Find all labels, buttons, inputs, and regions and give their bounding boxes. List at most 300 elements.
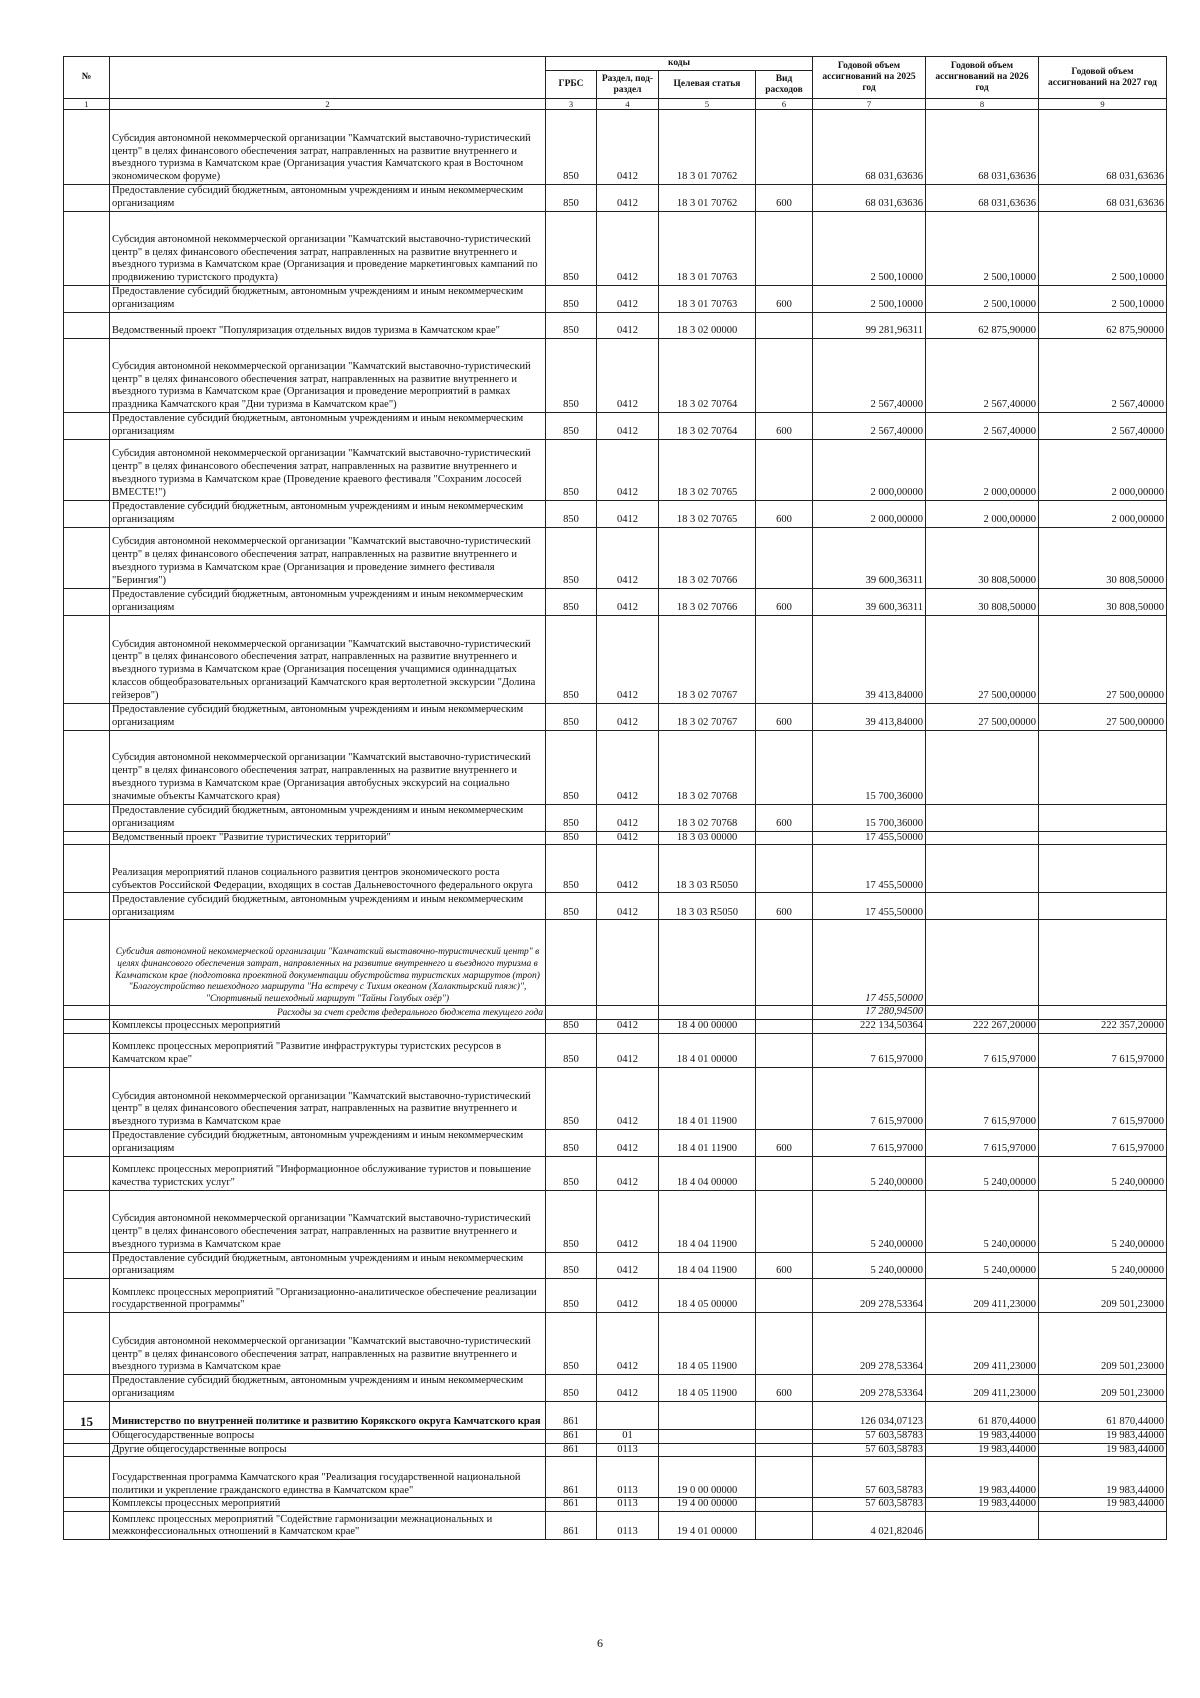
col-number: 4 (597, 99, 659, 110)
row-amount-2027: 7 615,97000 (1039, 1067, 1167, 1129)
row-number (64, 703, 110, 730)
row-amount-2027: 19 983,44000 (1039, 1429, 1167, 1443)
row-amount-2027: 5 240,00000 (1039, 1252, 1167, 1279)
row-grbs: 861 (546, 1401, 597, 1429)
row-amount-2027: 30 808,50000 (1039, 527, 1167, 588)
row-grbs: 861 (546, 1498, 597, 1512)
row-tselevaya-statya: 18 3 01 70762 (659, 185, 756, 212)
row-razdel (597, 1006, 659, 1020)
row-amount-2025: 7 615,97000 (813, 1129, 926, 1156)
row-tselevaya-statya: 18 3 01 70762 (659, 110, 756, 185)
row-amount-2027: 222 357,20000 (1039, 1020, 1167, 1034)
row-name: Субсидия автономной некоммерческой организации "Камчатский выставочно-туристический центр" в целях финансового обеспечения затрат, направленных на развитие внутреннего и въездного туризма в Камчатском крае (Организация и проведение маркетинговых кампаний по продвижению туристского продукта) (110, 212, 546, 286)
row-amount-2027 (1039, 920, 1167, 1006)
row-grbs (546, 920, 597, 1006)
row-grbs: 850 (546, 212, 597, 286)
row-amount-2026: 209 411,23000 (926, 1313, 1039, 1375)
row-vid-raskhodov (756, 110, 813, 185)
row-tselevaya-statya: 18 4 01 11900 (659, 1067, 756, 1129)
header-2027: Годовой объем ассигнований на 2027 год (1039, 57, 1167, 99)
row-amount-2025: 209 278,53364 (813, 1375, 926, 1402)
page-number: 6 (597, 1636, 603, 1650)
row-razdel: 0412 (597, 1067, 659, 1129)
row-amount-2026 (926, 831, 1039, 845)
row-number (64, 615, 110, 703)
row-grbs: 861 (546, 1512, 597, 1540)
row-amount-2025: 7 615,97000 (813, 1067, 926, 1129)
row-amount-2025: 15 700,36000 (813, 730, 926, 804)
row-tselevaya-statya (659, 1429, 756, 1443)
row-grbs: 850 (546, 1129, 597, 1156)
row-name: Ведомственный проект "Популяризация отдельных видов туризма в Камчатском крае" (110, 313, 546, 339)
row-grbs: 850 (546, 1279, 597, 1313)
row-grbs: 861 (546, 1457, 597, 1498)
row-name: Субсидия автономной некоммерческой организации "Камчатский выставочно-туристический центр" в целях финансового обеспечения затрат, направленных на развитие внутреннего и въездного туризма в Камчатском крае (110, 1313, 546, 1375)
row-amount-2025: 57 603,58783 (813, 1429, 926, 1443)
table-row (64, 185, 1167, 212)
row-vid-raskhodov (756, 439, 813, 500)
table-row (64, 920, 1167, 1006)
row-number (64, 831, 110, 845)
row-name: Субсидия автономной некоммерческой организации "Камчатский выставочно-туристический центр" в целях финансового обеспечения затрат, направленных на развитие внутреннего и въездного туризма в Камчатском крае (подготовка проектной документации обустройства туристских маршрутов (троп) "Благоустройство пешеходного маршрута "На встречу с Тихим океаном (Халактырский пляж)", "Спортивный пешеходный маршрут "Тайны Голубых озёр") (110, 920, 546, 1006)
table-row (64, 212, 1167, 286)
row-amount-2025: 5 240,00000 (813, 1252, 926, 1279)
row-number (64, 920, 110, 1006)
col-number: 5 (659, 99, 756, 110)
row-amount-2025: 15 700,36000 (813, 804, 926, 831)
row-vid-raskhodov (756, 1512, 813, 1540)
row-razdel: 0412 (597, 1020, 659, 1034)
row-amount-2027 (1039, 804, 1167, 831)
row-tselevaya-statya: 18 3 02 70765 (659, 439, 756, 500)
row-amount-2025: 99 281,96311 (813, 313, 926, 339)
row-amount-2026: 5 240,00000 (926, 1156, 1039, 1190)
row-amount-2027: 27 500,00000 (1039, 615, 1167, 703)
header-codes: коды (546, 57, 813, 71)
row-razdel: 0113 (597, 1498, 659, 1512)
row-amount-2025: 2 500,10000 (813, 212, 926, 286)
row-amount-2025: 68 031,63636 (813, 185, 926, 212)
table-row (64, 439, 1167, 500)
row-amount-2026: 2 000,00000 (926, 439, 1039, 500)
row-amount-2026: 19 983,44000 (926, 1498, 1039, 1512)
row-vid-raskhodov (756, 1443, 813, 1457)
row-tselevaya-statya: 18 4 04 11900 (659, 1190, 756, 1252)
row-number (64, 313, 110, 339)
row-amount-2027 (1039, 831, 1167, 845)
row-amount-2027 (1039, 1512, 1167, 1540)
row-number (64, 1129, 110, 1156)
table-row (64, 1443, 1167, 1457)
row-amount-2027: 5 240,00000 (1039, 1156, 1167, 1190)
row-tselevaya-statya: 18 4 01 00000 (659, 1033, 756, 1067)
row-razdel: 0412 (597, 1375, 659, 1402)
table-row (64, 339, 1167, 413)
row-amount-2026: 68 031,63636 (926, 185, 1039, 212)
row-amount-2026: 2 567,40000 (926, 413, 1039, 440)
row-number (64, 212, 110, 286)
row-amount-2027: 61 870,44000 (1039, 1401, 1167, 1429)
table-row (64, 1006, 1167, 1020)
row-grbs: 850 (546, 804, 597, 831)
col-number: 9 (1039, 99, 1167, 110)
col-number: 8 (926, 99, 1039, 110)
row-amount-2026 (926, 845, 1039, 893)
table-row (64, 893, 1167, 920)
row-amount-2026 (926, 804, 1039, 831)
header-row-top (64, 57, 1167, 71)
row-amount-2026: 7 615,97000 (926, 1067, 1039, 1129)
row-name: Комплексы процессных мероприятий (110, 1498, 546, 1512)
table-row (64, 1498, 1167, 1512)
row-amount-2026: 5 240,00000 (926, 1252, 1039, 1279)
table-row (64, 588, 1167, 615)
row-razdel (597, 920, 659, 1006)
row-grbs: 850 (546, 615, 597, 703)
table-row (64, 1129, 1167, 1156)
row-amount-2027 (1039, 845, 1167, 893)
row-number (64, 1006, 110, 1020)
row-amount-2026: 30 808,50000 (926, 588, 1039, 615)
row-amount-2027: 5 240,00000 (1039, 1190, 1167, 1252)
row-number (64, 1313, 110, 1375)
row-razdel: 0412 (597, 286, 659, 313)
row-vid-raskhodov (756, 212, 813, 286)
row-name: Предоставление субсидий бюджетным, автономным учреждениям и иным некоммерческим организациям (110, 804, 546, 831)
row-tselevaya-statya: 18 4 05 11900 (659, 1375, 756, 1402)
header-number: № (64, 57, 110, 99)
row-name: Расходы за счет средств федерального бюджета текущего года (110, 1006, 546, 1020)
row-tselevaya-statya: 18 3 03 R5050 (659, 845, 756, 893)
row-vid-raskhodov (756, 1020, 813, 1034)
row-razdel: 0412 (597, 1279, 659, 1313)
table-row (64, 615, 1167, 703)
row-tselevaya-statya: 18 4 05 00000 (659, 1279, 756, 1313)
row-vid-raskhodov (756, 831, 813, 845)
row-name: Субсидия автономной некоммерческой организации "Камчатский выставочно-туристический центр" в целях финансового обеспечения затрат, направленных на развитие внутреннего и въездного туризма в Камчатском крае (Организация посещения учащимися одиннадцатых классов общеобразовательных организаций Камчатского края вертолетной экскурсии "Долина гейзеров") (110, 615, 546, 703)
row-tselevaya-statya (659, 1401, 756, 1429)
row-amount-2026: 7 615,97000 (926, 1129, 1039, 1156)
row-tselevaya-statya: 18 3 02 70767 (659, 703, 756, 730)
row-amount-2027: 7 615,97000 (1039, 1033, 1167, 1067)
row-grbs: 850 (546, 730, 597, 804)
row-amount-2026: 19 983,44000 (926, 1457, 1039, 1498)
row-vid-raskhodov (756, 527, 813, 588)
header-2026: Годовой объем ассигнований на 2026 год (926, 57, 1039, 99)
table-row (64, 703, 1167, 730)
row-vid-raskhodov: 600 (756, 185, 813, 212)
row-amount-2025: 126 034,07123 (813, 1401, 926, 1429)
header-vid: Вид расходов (756, 71, 813, 99)
row-name: Комплекс процессных мероприятий "Информационное обслуживание туристов и повышение качества туристских услуг" (110, 1156, 546, 1190)
row-razdel: 0113 (597, 1457, 659, 1498)
row-vid-raskhodov (756, 615, 813, 703)
row-vid-raskhodov: 600 (756, 413, 813, 440)
row-amount-2025: 57 603,58783 (813, 1443, 926, 1457)
row-amount-2026: 19 983,44000 (926, 1443, 1039, 1457)
row-name: Предоставление субсидий бюджетным, автономным учреждениям и иным некоммерческим организациям (110, 1129, 546, 1156)
row-grbs: 850 (546, 1067, 597, 1129)
row-amount-2026 (926, 730, 1039, 804)
table-row (64, 730, 1167, 804)
row-name: Предоставление субсидий бюджетным, автономным учреждениям и иным некоммерческим организациям (110, 703, 546, 730)
row-number (64, 1429, 110, 1443)
row-amount-2027: 2 567,40000 (1039, 339, 1167, 413)
row-tselevaya-statya: 18 3 01 70763 (659, 286, 756, 313)
row-amount-2025: 17 455,50000 (813, 920, 926, 1006)
row-amount-2027: 68 031,63636 (1039, 110, 1167, 185)
row-vid-raskhodov (756, 1457, 813, 1498)
row-vid-raskhodov (756, 920, 813, 1006)
table-row (64, 1279, 1167, 1313)
row-number (64, 1067, 110, 1129)
row-number (64, 1457, 110, 1498)
row-vid-raskhodov: 600 (756, 804, 813, 831)
table-row (64, 1190, 1167, 1252)
row-amount-2026: 5 240,00000 (926, 1190, 1039, 1252)
row-amount-2025: 17 455,50000 (813, 893, 926, 920)
row-grbs: 850 (546, 1252, 597, 1279)
row-amount-2025: 2 567,40000 (813, 339, 926, 413)
row-amount-2026: 19 983,44000 (926, 1429, 1039, 1443)
row-amount-2025: 17 280,94500 (813, 1006, 926, 1020)
row-amount-2025: 39 600,36311 (813, 588, 926, 615)
row-vid-raskhodov: 600 (756, 1129, 813, 1156)
row-amount-2026: 7 615,97000 (926, 1033, 1039, 1067)
row-number (64, 1498, 110, 1512)
row-razdel: 0412 (597, 1313, 659, 1375)
row-amount-2026: 222 267,20000 (926, 1020, 1039, 1034)
row-razdel: 0412 (597, 730, 659, 804)
row-tselevaya-statya (659, 1006, 756, 1020)
table-row (64, 804, 1167, 831)
row-grbs: 850 (546, 845, 597, 893)
row-razdel: 0412 (597, 439, 659, 500)
header-name (110, 57, 546, 99)
row-razdel: 0412 (597, 313, 659, 339)
row-razdel: 0412 (597, 831, 659, 845)
row-amount-2025: 68 031,63636 (813, 110, 926, 185)
row-grbs (546, 1006, 597, 1020)
row-tselevaya-statya: 18 3 02 70765 (659, 500, 756, 527)
row-name: Государственная программа Камчатского края "Реализация государственной национальной политики и укрепление гражданского единства в Камчатском крае" (110, 1457, 546, 1498)
table-row (64, 313, 1167, 339)
table-row (64, 1020, 1167, 1034)
row-amount-2027: 209 501,23000 (1039, 1279, 1167, 1313)
row-name: Комплексы процессных мероприятий (110, 1020, 546, 1034)
row-name: Предоставление субсидий бюджетным, автономным учреждениям и иным некоммерческим организациям (110, 1375, 546, 1402)
row-vid-raskhodov (756, 845, 813, 893)
row-razdel: 0412 (597, 339, 659, 413)
row-amount-2025: 17 455,50000 (813, 845, 926, 893)
row-amount-2026: 209 411,23000 (926, 1375, 1039, 1402)
budget-allocation-table (63, 56, 1167, 1540)
row-razdel: 0412 (597, 413, 659, 440)
row-grbs: 850 (546, 439, 597, 500)
table-row (64, 110, 1167, 185)
row-name: Предоставление субсидий бюджетным, автономным учреждениям и иным некоммерческим организациям (110, 1252, 546, 1279)
col-number: 1 (64, 99, 110, 110)
row-amount-2026 (926, 1512, 1039, 1540)
row-amount-2027: 30 808,50000 (1039, 588, 1167, 615)
row-razdel: 0412 (597, 500, 659, 527)
row-grbs: 850 (546, 110, 597, 185)
row-vid-raskhodov: 600 (756, 893, 813, 920)
row-number (64, 439, 110, 500)
row-number (64, 1252, 110, 1279)
table-row (64, 1429, 1167, 1443)
row-tselevaya-statya: 18 4 04 11900 (659, 1252, 756, 1279)
row-name: Предоставление субсидий бюджетным, автономным учреждениям и иным некоммерческим организациям (110, 413, 546, 440)
row-amount-2027 (1039, 730, 1167, 804)
row-amount-2025: 2 000,00000 (813, 500, 926, 527)
row-amount-2025: 222 134,50364 (813, 1020, 926, 1034)
row-tselevaya-statya: 18 4 01 11900 (659, 1129, 756, 1156)
row-amount-2027: 27 500,00000 (1039, 703, 1167, 730)
row-amount-2026: 2 500,10000 (926, 212, 1039, 286)
row-amount-2027: 7 615,97000 (1039, 1129, 1167, 1156)
row-razdel: 0412 (597, 845, 659, 893)
row-grbs: 850 (546, 500, 597, 527)
row-amount-2026: 68 031,63636 (926, 110, 1039, 185)
row-razdel: 0412 (597, 1129, 659, 1156)
row-number (64, 1375, 110, 1402)
row-vid-raskhodov (756, 1006, 813, 1020)
row-number (64, 527, 110, 588)
row-amount-2026: 27 500,00000 (926, 703, 1039, 730)
row-name: Субсидия автономной некоммерческой организации "Камчатский выставочно-туристический центр" в целях финансового обеспечения затрат, направленных на развитие внутреннего и въездного туризма в Камчатском крае (Организация и проведение зимнего фестиваля "Берингия") (110, 527, 546, 588)
table-row (64, 1375, 1167, 1402)
row-amount-2026: 209 411,23000 (926, 1279, 1039, 1313)
row-name: Комплекс процессных мероприятий "Содействие гармонизации межнациональных и межконфессиональных отношений в Камчатском крае" (110, 1512, 546, 1540)
row-amount-2025: 39 600,36311 (813, 527, 926, 588)
row-amount-2026: 2 567,40000 (926, 339, 1039, 413)
row-amount-2026 (926, 920, 1039, 1006)
table-row (64, 286, 1167, 313)
row-amount-2027: 2 500,10000 (1039, 286, 1167, 313)
row-amount-2025: 5 240,00000 (813, 1190, 926, 1252)
row-tselevaya-statya: 18 3 02 00000 (659, 313, 756, 339)
row-amount-2027: 2 500,10000 (1039, 212, 1167, 286)
row-grbs: 850 (546, 1020, 597, 1034)
row-amount-2027: 62 875,90000 (1039, 313, 1167, 339)
row-amount-2025: 209 278,53364 (813, 1279, 926, 1313)
row-tselevaya-statya: 18 3 02 70767 (659, 615, 756, 703)
row-number (64, 500, 110, 527)
row-vid-raskhodov (756, 730, 813, 804)
row-number (64, 286, 110, 313)
row-tselevaya-statya: 18 4 04 00000 (659, 1156, 756, 1190)
row-grbs: 850 (546, 1156, 597, 1190)
table-row (64, 1156, 1167, 1190)
row-razdel: 0412 (597, 1252, 659, 1279)
row-tselevaya-statya: 18 3 02 70768 (659, 730, 756, 804)
table-row (64, 1457, 1167, 1498)
row-name: Реализация мероприятий планов социального развития центров экономического роста субъектов Российской Федерации, входящих в состав Дальневосточного федерального округа (110, 845, 546, 893)
row-vid-raskhodov (756, 1401, 813, 1429)
row-tselevaya-statya: 19 0 00 00000 (659, 1457, 756, 1498)
row-razdel: 0412 (597, 1033, 659, 1067)
row-razdel: 0412 (597, 1190, 659, 1252)
row-tselevaya-statya: 18 3 02 70766 (659, 588, 756, 615)
table-body (64, 110, 1167, 1540)
row-grbs: 861 (546, 1443, 597, 1457)
row-amount-2027 (1039, 1006, 1167, 1020)
row-razdel: 0412 (597, 185, 659, 212)
row-grbs: 850 (546, 413, 597, 440)
header-grbs: ГРБС (546, 71, 597, 99)
table-row (64, 1401, 1167, 1429)
row-amount-2025: 5 240,00000 (813, 1156, 926, 1190)
row-razdel: 0412 (597, 588, 659, 615)
row-amount-2027: 2 000,00000 (1039, 439, 1167, 500)
header-tselevaya: Целевая статья (659, 71, 756, 99)
row-razdel: 0412 (597, 703, 659, 730)
row-number (64, 1512, 110, 1540)
row-name: Предоставление субсидий бюджетным, автономным учреждениям и иным некоммерческим организациям (110, 893, 546, 920)
row-vid-raskhodov (756, 1190, 813, 1252)
row-vid-raskhodov: 600 (756, 286, 813, 313)
row-grbs: 850 (546, 1033, 597, 1067)
row-tselevaya-statya: 18 4 00 00000 (659, 1020, 756, 1034)
row-grbs: 850 (546, 703, 597, 730)
row-number (64, 1190, 110, 1252)
row-number: 15 (64, 1401, 110, 1429)
row-amount-2027: 19 983,44000 (1039, 1443, 1167, 1457)
row-grbs: 861 (546, 1429, 597, 1443)
col-number: 3 (546, 99, 597, 110)
row-number (64, 730, 110, 804)
table-row (64, 1512, 1167, 1540)
row-name: Комплекс процессных мероприятий "Развитие инфраструктуры туристских ресурсов в Камчатском крае" (110, 1033, 546, 1067)
row-number (64, 1279, 110, 1313)
row-number (64, 1156, 110, 1190)
row-amount-2025: 17 455,50000 (813, 831, 926, 845)
table-row (64, 1033, 1167, 1067)
row-vid-raskhodov (756, 313, 813, 339)
row-razdel: 0412 (597, 527, 659, 588)
row-number (64, 804, 110, 831)
row-vid-raskhodov (756, 1067, 813, 1129)
row-vid-raskhodov: 600 (756, 1375, 813, 1402)
row-amount-2025: 39 413,84000 (813, 615, 926, 703)
row-number (64, 1033, 110, 1067)
row-vid-raskhodov (756, 1313, 813, 1375)
header-razdel: Раздел, под-раздел (597, 71, 659, 99)
table-row (64, 1067, 1167, 1129)
row-amount-2027: 68 031,63636 (1039, 185, 1167, 212)
row-name: Субсидия автономной некоммерческой организации "Камчатский выставочно-туристический центр" в целях финансового обеспечения затрат, направленных на развитие внутреннего и въездного туризма в Камчатском крае (Организация участия Камчатского края в Восточном экономическом форуме) (110, 110, 546, 185)
row-tselevaya-statya: 18 4 05 11900 (659, 1313, 756, 1375)
table-row (64, 500, 1167, 527)
row-name: Комплекс процессных мероприятий "Организационно-аналитическое обеспечение реализации государственной программы" (110, 1279, 546, 1313)
row-grbs: 850 (546, 1313, 597, 1375)
row-grbs: 850 (546, 286, 597, 313)
row-grbs: 850 (546, 893, 597, 920)
row-number (64, 1443, 110, 1457)
row-name: Предоставление субсидий бюджетным, автономным учреждениям и иным некоммерческим организациям (110, 588, 546, 615)
row-amount-2026: 2 000,00000 (926, 500, 1039, 527)
row-vid-raskhodov: 600 (756, 703, 813, 730)
row-tselevaya-statya (659, 920, 756, 1006)
row-name: Субсидия автономной некоммерческой организации "Камчатский выставочно-туристический центр" в целях финансового обеспечения затрат, направленных на развитие внутреннего и въездного туризма в Камчатском крае (Организация автобусных экскурсий на социально значимые объекты Камчатского края) (110, 730, 546, 804)
row-razdel: 01 (597, 1429, 659, 1443)
row-amount-2026: 61 870,44000 (926, 1401, 1039, 1429)
row-name: Субсидия автономной некоммерческой организации "Камчатский выставочно-туристический центр" в целях финансового обеспечения затрат, направленных на развитие внутреннего и въездного туризма в Камчатском крае (110, 1067, 546, 1129)
row-vid-raskhodov (756, 1033, 813, 1067)
row-name: Субсидия автономной некоммерческой организации "Камчатский выставочно-туристический центр" в целях финансового обеспечения затрат, направленных на развитие внутреннего и въездного туризма в Камчатском крае (Организация и проведение мероприятий в рамках праздника Камчатского края "Дни туризма в Камчатском крае") (110, 339, 546, 413)
row-amount-2025: 2 000,00000 (813, 439, 926, 500)
